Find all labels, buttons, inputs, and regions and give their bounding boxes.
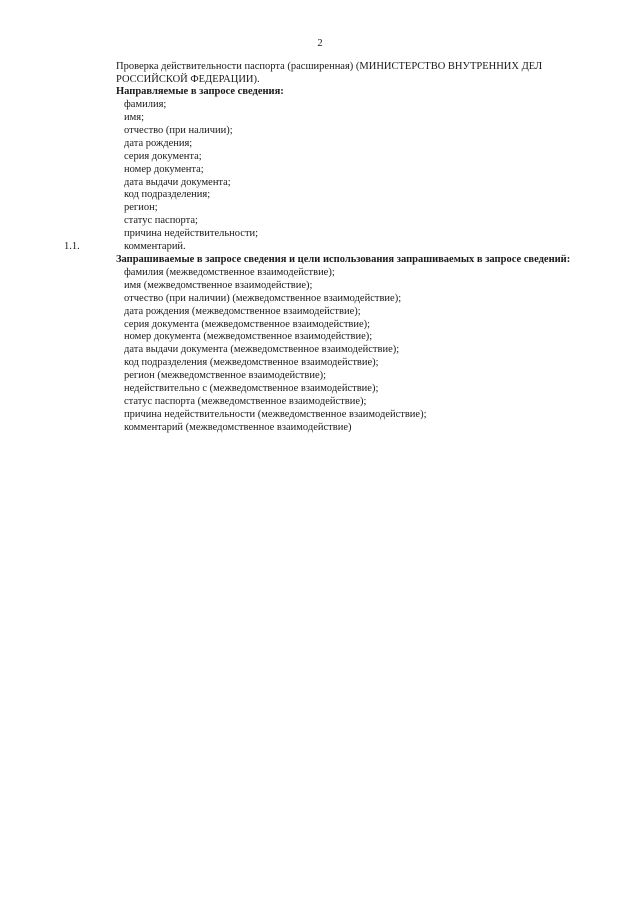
sent-info-heading: Направляемые в запросе сведения: [116, 86, 284, 98]
list-item: имя (межведомственное взаимодействие); [124, 279, 313, 291]
list-item: регион (межведомственное взаимодействие); [124, 370, 327, 382]
list-item: отчество (при наличии) (межведомственное взаимодействие); [124, 292, 402, 304]
list-item: недействительно с (межведомственное взаимодействие); [124, 383, 379, 395]
list-item: комментарий (межведомственное взаимодействие) [124, 421, 352, 433]
list-item: отчество (при наличии); [124, 124, 233, 136]
list-item-text: комментарий. [124, 241, 186, 253]
list-item: причина недействительности; [124, 228, 259, 240]
service-title-line-2: РОССИЙСКОЙ ФЕДЕРАЦИИ). [116, 73, 260, 85]
list-item: код подразделения (межведомственное взаимодействие); [124, 357, 379, 369]
page-number: 2 [317, 38, 323, 49]
list-item: дата рождения (межведомственное взаимодействие); [124, 305, 361, 317]
service-title [116, 61, 596, 86]
requested-info-list [116, 267, 596, 435]
list-item: регион; [124, 202, 158, 214]
list-item: серия документа; [124, 150, 202, 162]
service-title-line-1: Проверка действительности паспорта (расширенная) (МИНИСТЕРСТВО ВНУТРЕННИХ ДЕЛ [116, 61, 543, 72]
list-item: серия документа (межведомственное взаимодействие); [124, 318, 371, 330]
list-item: номер документа; [124, 163, 204, 175]
list-item: статус паспорта; [124, 215, 198, 227]
list-item: дата выдачи документа (межведомственное взаимодействие); [124, 344, 400, 356]
list-item: фамилия (межведомственное взаимодействие); [124, 266, 335, 278]
list-item: номер документа (межведомственное взаимодействие); [124, 331, 373, 343]
list-item: дата рождения; [124, 137, 193, 149]
list-item: имя; [124, 112, 145, 123]
list-item: код подразделения; [124, 189, 211, 201]
list-item: фамилия; [124, 99, 167, 111]
document-body [64, 61, 596, 435]
list-item: причина недействительности (межведомственное взаимодействие); [124, 408, 427, 420]
list-item: дата выдачи документа; [124, 176, 231, 188]
sent-info-list [64, 99, 596, 254]
list-item-last [64, 241, 596, 254]
item-number: 1.1. [64, 241, 80, 253]
requested-info-heading: Запрашиваемые в запросе сведения и цели использования запрашиваемых в запросе сведений: [116, 253, 571, 265]
list-item: статус паспорта (межведомственное взаимодействие); [124, 395, 367, 407]
